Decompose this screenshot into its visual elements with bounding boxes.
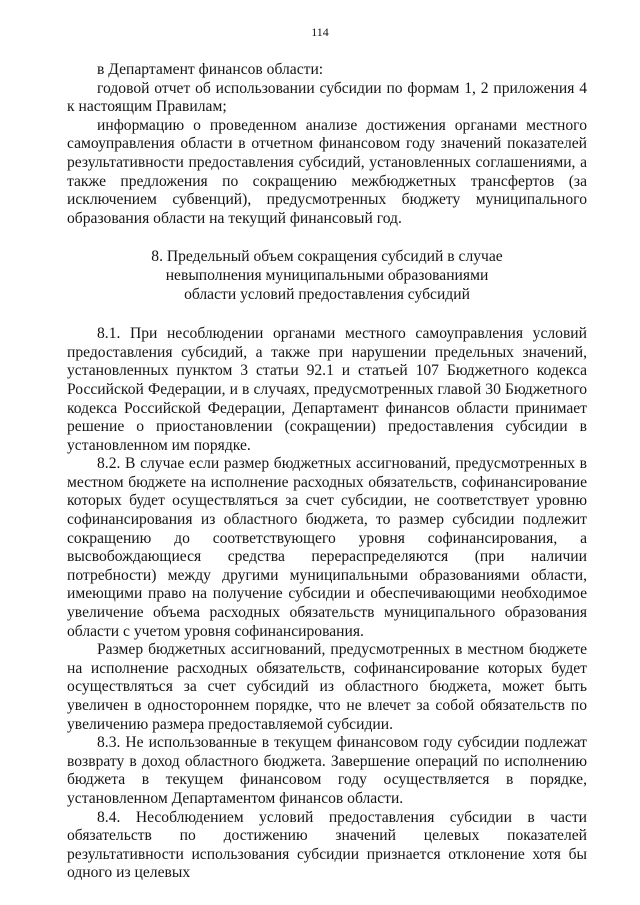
intro-line-recipient: в Департамент финансов области: [97, 61, 324, 78]
intro-item-analysis-info: информацию о проведенном анализе достижения органами местного самоуправления области в отчетном финансовом году значений показателей результативности предоставления субсидий, установленных соглашениями, а также предложения по сокращению межбюджетных трансфертов (за исключением субвенций), предусмотренных бюджету муниципального образования области на текущий финансовый год. [67, 116, 587, 227]
paragraph-8-1: 8.1. При несоблюдении органами местного самоуправления условий предоставления субсидий, а также при нарушении предельных значений, установленных пунктом 3 статьи 92.1 и статьей 107 Бюджетного кодекса Российской Федерации, и в случаях, предусмотренных главой 30 Бюджетного кодекса Российской Федерации, Департамент финансов области принимает решение о приостановлении (сокращении) предоставления субсидии в установленном им порядке. [67, 325, 587, 454]
page-number: 114 [311, 25, 329, 39]
section-heading [67, 248, 587, 304]
paragraph-8-2: 8.2. В случае если размер бюджетных ассигнований, предусмотренных в местном бюджете на исполнение расходных обязательств, софинансирование которых будет осуществляться за счет субсидии, не соответствует уровню софинансирования из областного бюджета, то размер субсидии подлежит сокращению до соответствующего уровня софинансирования, а высвобождающиеся средства перераспределяются (при наличии потребности) между другими муниципальными образованиями области, имеющими право на получение субсидии и обеспечивающими необходимое увеличение объема расходных обязательств муниципального образования области с учетом уровня софинансирования. [67, 455, 587, 640]
document-body [67, 61, 587, 883]
paragraph-8-3: 8.3. Не использованные в текущем финансовом году субсидии подлежат возврату в доход областного бюджета. Завершение операций по исполнению бюджета в текущем финансовом году осуществляется в порядке, установленном Департаментом финансов области. [67, 734, 587, 807]
paragraph-8-2-continued: Размер бюджетных ассигнований, предусмотренных в местном бюджете на исполнение расходных обязательств, софинансирование которых будет осуществляться за счет субсидий из областного бюджета, может быть увеличен в одностороннем порядке, что не влечет за собой обязательств по увеличению размера предоставляемой субсидии. [67, 641, 587, 733]
section-heading-line: 8. Предельный объем сокращения субсидий в случае [151, 248, 503, 266]
paragraph-8-4: 8.4. Несоблюдением условий предоставления субсидии в части обязательств по достижению значений целевых показателей результативности использования субсидии признается отклонение хотя бы одного из целевых [67, 808, 587, 882]
section-heading-line: невыполнения муниципальными образованиями [165, 266, 489, 284]
intro-item-annual-report: годовой отчет об использовании субсидии по формам 1, 2 приложения 4 к настоящим Правилам; [67, 79, 587, 116]
section-heading-line: области условий предоставления субсидий [184, 285, 470, 303]
